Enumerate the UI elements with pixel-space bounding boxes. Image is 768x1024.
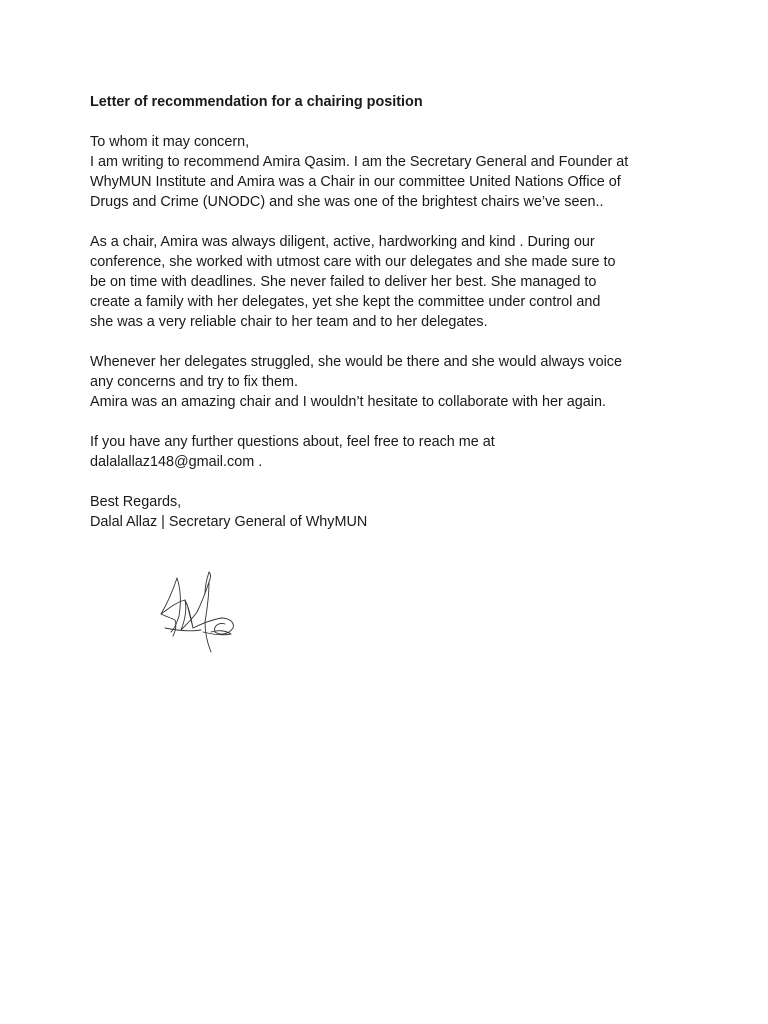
- closing: Best Regards,: [90, 494, 182, 510]
- salutation: To whom it may concern,: [90, 134, 250, 150]
- letter-body: [90, 92, 690, 552]
- support-line: Amira was an amazing chair and I wouldn’t hesitate to collaborate with her again.: [90, 394, 606, 410]
- intro-paragraph: [90, 132, 690, 212]
- closing-block: [90, 492, 690, 532]
- contact-line: If you have any further questions about, feel free to reach me at: [90, 434, 495, 450]
- body-line: create a family with her delegates, yet she kept the committee under control and: [90, 294, 601, 310]
- body-line: conference, she worked with utmost care with our delegates and she made sure to: [90, 254, 616, 270]
- letter-title: Letter of recommendation for a chairing position: [90, 94, 423, 110]
- support-line: any concerns and try to fix them.: [90, 374, 298, 390]
- intro-line: I am writing to recommend Amira Qasim. I am the Secretary General and Founder at: [90, 154, 629, 170]
- body-paragraph: [90, 232, 690, 332]
- intro-line: Drugs and Crime (UNODC) and she was one of the brightest chairs we’ve seen..: [90, 194, 604, 210]
- signoff: Dalal Allaz | Secretary General of WhyMUN: [90, 514, 368, 530]
- contact-email: dalalallaz148@gmail.com .: [90, 454, 263, 470]
- support-line: Whenever her delegates struggled, she would be there and she would always voice: [90, 354, 622, 370]
- support-paragraph: [90, 352, 690, 412]
- intro-line: WhyMUN Institute and Amira was a Chair in our committee United Nations Office of: [90, 174, 621, 190]
- body-line: As a chair, Amira was always diligent, active, hardworking and kind . During our: [90, 234, 595, 250]
- body-line: she was a very reliable chair to her team and to her delegates.: [90, 314, 488, 330]
- contact-paragraph: [90, 432, 690, 472]
- signature-image: [155, 570, 245, 660]
- body-line: be on time with deadlines. She never failed to deliver her best. She managed to: [90, 274, 597, 290]
